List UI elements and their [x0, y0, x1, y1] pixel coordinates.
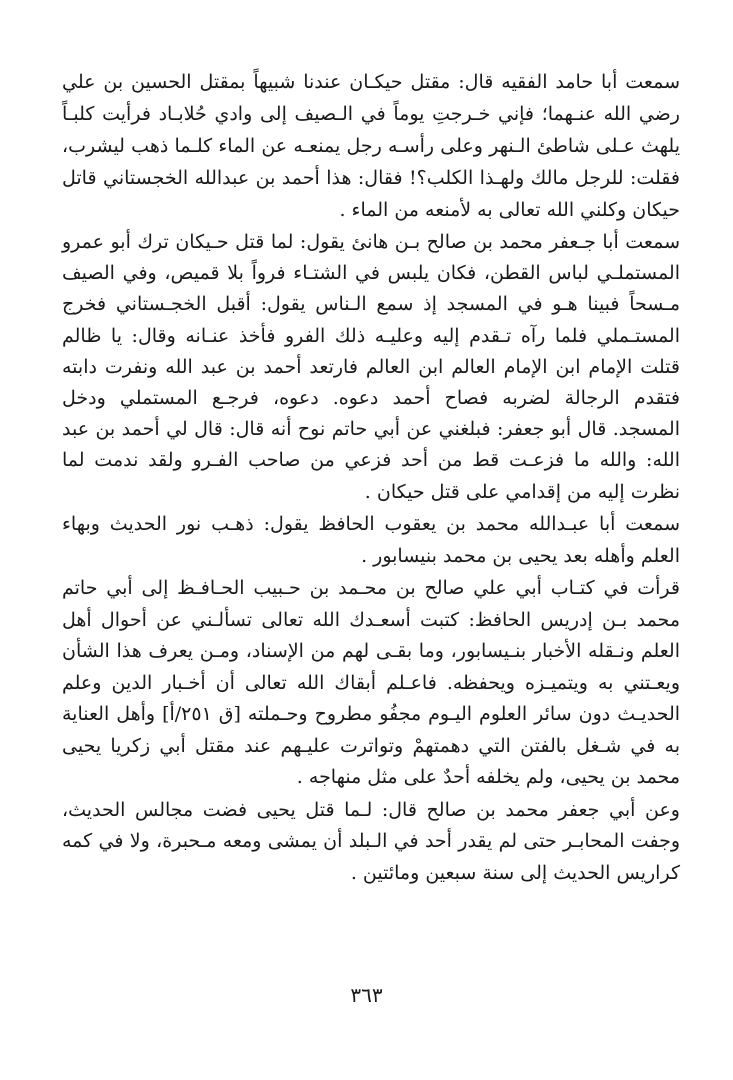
paragraph-mustamli-story: سمعت أبا جـعفر محمد بن صالح بـن هانئ يقول: لما قتل حـيكان ترك أبو عمرو المستملـي لباس القطن، فكان يلبس في الشتـاء فرواً بلا قميص، وفي الصيف مـسحاً فبينا هـو في المسجد إذ سمع الـناس يقول: أقبل الخجـستاني فخرج المستـملي فلما رآه تـقدم إليه وعليـه ذلك الفرو فأخذ عنـانه وقال: يا ظالم قتلت الإمام ابن الإمام العالم ابن العالم فارتعد أحمد بن عبد الله ونفرت دابته فتقدم الرجالة لضربه فصاح أحمد دعوه. دعوه، فرجـع المستملي ودخل المسجد. قال أبو جعفر: فبلغني عن أبي حاتم نوح أنه قال: قال لي أحمد بن عبد الله: والله ما فزعـت قط من أحد فزعي من صاحب الفـرو ولقد ندمت لما نظرت إليه من إقدامي على قتل حيكان .: [62, 231, 680, 503]
page-number: ٣٦٣: [350, 983, 383, 1007]
body-text: [62, 66, 680, 890]
paragraph-light-of-hadith: سمعت أبا عبـدالله محمد بن يعقوب الحافظ يقول: ذهـب نور الحديث وبهاء العلم وأهله بعد يحيى بن محمد بنيسابور .: [62, 512, 680, 567]
paragraph-hayakan-killing: سمعت أبا حامد الفقيه قال: مقتل حيكـان عندنا شبيهاً بمقتل الحسين بن علي رضي الله عنـهما؛ فإني خـرجتِ يوماً في الـصيف إلى وادي حُلابـاد فرأيت كلبـاً يلهث عـلى شاطئ الـنهر وعلى رأسـه رجل يمنعـه عن الماء كلـما ذهب ليشرب، فقلت: للرجل مالك ولهـذا الكلب؟! فقال: هذا أحمد بن عبدالله الخجستاني قاتل حيكان وكلني الله تعالى به لأمنعه من الماء .: [62, 71, 680, 221]
paragraph-hadith-gatherings: وعن أبي جعفر محمد بن صالح قال: لـما قتل يحيى فضت مجالس الحديث، وجفت المحابـر حتى لم يقدر أحد في الـبلد أن يمشى ومعه مـحبرة، ولا في كمه كراريس الحديث إلى سنة سبعين ومائتين .: [62, 798, 680, 884]
paragraph-letter-abu-ali: قرأت في كتـاب أبي علي صالح بن محـمد بن حـبيب الحـافـظ إلى أبي حاتم محمد بـن إدريس الحافظ: كتبت أسعـدك الله تعالى تسألـني عن أحوال أهل العلم ونـقله الأخبار بنـيسابور، وما بقـى لهم من الإسناد، ومـن يعرف هذا الشأن ويعـتني به ويتميـزه ويحفظه. فاعـلم أبقاك الله تعالى أن أخـبار الدين وعلم الحديـث دون سائر العلوم اليـوم مجفُو مطروح وحـملته [ق ٢٥١/أ] وأهل العناية به في شـغل بالفتن التي دهمتهمْ وتواترت عليـهم عند مقتل أبي زكريا يحيى محمد بن يحيى، ولم يخلفه أحدٌ على مثل منهاجه .: [62, 577, 681, 789]
